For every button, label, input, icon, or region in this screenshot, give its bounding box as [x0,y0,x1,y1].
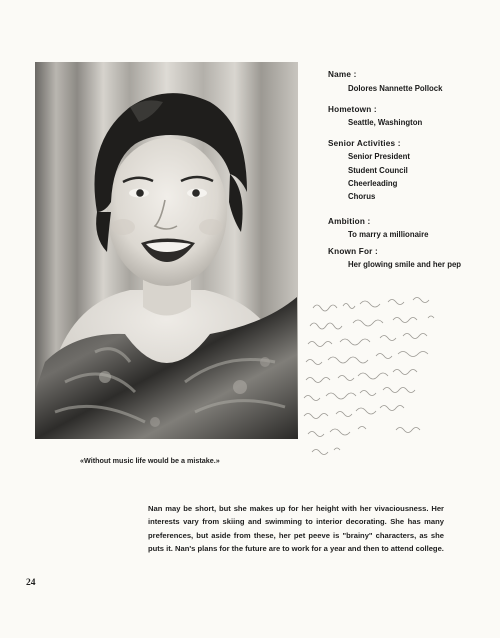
activity-item: Student Council [348,165,408,175]
activity-item: Senior President [348,152,410,162]
known-for-value: Her glowing smile and her pep [348,260,462,270]
portrait-photo [35,62,298,439]
profile-panel [328,70,478,272]
ambition-label: Ambition : [328,217,371,227]
handwritten-signature [298,288,458,463]
known-for-label: Known For : [328,247,378,257]
hometown-value: Seattle, Washington [348,118,423,128]
hometown-label: Hometown : [328,105,377,115]
activity-item: Cheerleading [348,178,398,188]
name-label: Name : [328,70,357,79]
activity-item: Chorus [348,192,376,202]
page-number: 24 [26,578,36,588]
activities-label: Senior Activities : [328,139,401,149]
name-value: Dolores Nannette Pollock [348,84,443,93]
photo-caption: «Without music life would be a mistake.» [80,456,220,465]
ambition-value: To marry a millionaire [348,230,429,240]
description-paragraph: Nan may be short, but she makes up for her height with her vivaciousness. Her interests vary from skiing and swimming to interior decorating. She has many preferences, but aside from these, her pet peeve is "brainy" characters, as she puts it. Nan's plans for the future are to work for a year and then to attend college. [148,504,444,553]
